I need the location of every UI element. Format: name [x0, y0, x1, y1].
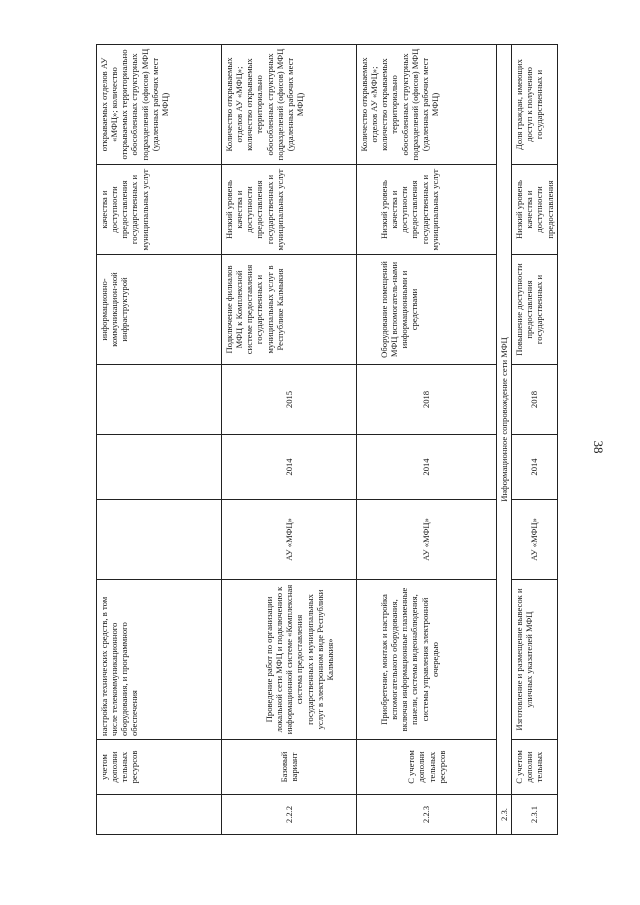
- section-title-cell: Информационное сопровождение сети МФЦ: [497, 45, 512, 795]
- rotated-table-wrapper: [96, 45, 555, 835]
- option-cell: С учетом дополни тельных ресурсов: [357, 740, 497, 795]
- option-cell: С учетом дополни тельных: [512, 740, 558, 795]
- row-number-cell: 2.3.1: [512, 795, 558, 835]
- indicator-cell: Доля граждан, имеющих доступ к получению государственных и: [512, 45, 558, 165]
- description-cell: настройка технических средств, в том числе телекоммуникационного оборудования, и программного обеспечения: [97, 580, 222, 740]
- end-year-cell: 2015: [222, 365, 357, 435]
- table-row: [512, 45, 558, 835]
- risk-cell: Низкий уровень качества и доступности предоставления государственных и муниципальных услуг: [222, 165, 357, 255]
- table-row: [357, 45, 497, 835]
- description-cell: [222, 580, 357, 740]
- section-number-cell: 2.3.: [497, 795, 512, 835]
- executor-cell: АУ «МФЦ»: [357, 500, 497, 580]
- start-year-cell: 2014: [222, 435, 357, 500]
- row-number-cell: 2.2.2: [222, 795, 357, 835]
- row-number-cell: 2.2.3: [357, 795, 497, 835]
- result-cell: информационно-коммуникацион-ной инфраструктурой: [97, 255, 222, 365]
- risk-cell: качества и доступности предоставления государственных и муниципальных услуг: [97, 165, 222, 255]
- result-cell: Повышение доступности предоставления государственных и: [512, 255, 558, 365]
- end-year-cell: 2018: [357, 365, 497, 435]
- result-cell: Подключение филиалов МФЦ к Комплексной системе предоставления государственных и муниципальных услуг в Республике Калмыкия: [222, 255, 357, 365]
- option-cell: учетом дополни тельных ресурсов: [97, 740, 222, 795]
- description-cell: Изготовление и размещение вывесок и уличных указателей МФЦ: [512, 580, 558, 740]
- indicator-cell: Количество открываемых отделов АУ «МФЦ»; количество открываемых территориально обособленных структурных подразделений (офисов) МФЦ (удаленных рабочих мест МФЦ): [222, 45, 357, 165]
- section-row: [497, 45, 512, 835]
- executor-cell: АУ «МФЦ»: [512, 500, 558, 580]
- row-number-cell: [97, 795, 222, 835]
- result-text: Оборудование помещений МФЦ вспомогатель-ными информационными и средствами: [379, 261, 420, 358]
- option-cell: Базовый вариант: [222, 740, 357, 795]
- risk-cell: Низкий уровень качества и доступности предоставления: [512, 165, 558, 255]
- start-year-cell: 2014: [357, 435, 497, 500]
- executor-cell: [97, 500, 222, 580]
- activities-table: [96, 44, 558, 835]
- description-cell: [357, 580, 497, 740]
- page-number: 38: [591, 440, 606, 454]
- end-year-cell: [97, 365, 222, 435]
- table-row: [222, 45, 357, 835]
- start-year-cell: [97, 435, 222, 500]
- risk-text: Низкий уровень качества и доступности предоставления государственных и муниципальных услуг: [379, 168, 440, 251]
- indicator-cell: Количество открываемых отделов АУ «МФЦ»; количество открываемых территориально обособленных структурных подразделений (офисов) МФЦ (удаленных рабочих мест МФЦ): [357, 45, 497, 165]
- description-text: Проведение работ по организации локальной сети МФЦ и подключению к информационной системе «Комплексная система предоставления государственных и муниципальных услуг в электронном виде Республики Калмыкия»: [264, 584, 335, 735]
- end-year-cell: 2018: [512, 365, 558, 435]
- table-row: [97, 45, 222, 835]
- risk-cell: [357, 165, 497, 255]
- start-year-cell: 2014: [512, 435, 558, 500]
- executor-cell: АУ «МФЦ»: [222, 500, 357, 580]
- indicator-cell: открываемых отделов АУ «МФЦ»; количество открываемых территориально обособленных структурных подразделений (офисов) МФЦ (удаленных рабочих мест МФЦ): [97, 45, 222, 165]
- description-text: Приобретение, монтаж и настройка вспомогательного оборудования, включая информационные плазменные панели, системы видеонаблюдения, системы управления электронной очередью: [379, 587, 440, 732]
- result-cell: [357, 255, 497, 365]
